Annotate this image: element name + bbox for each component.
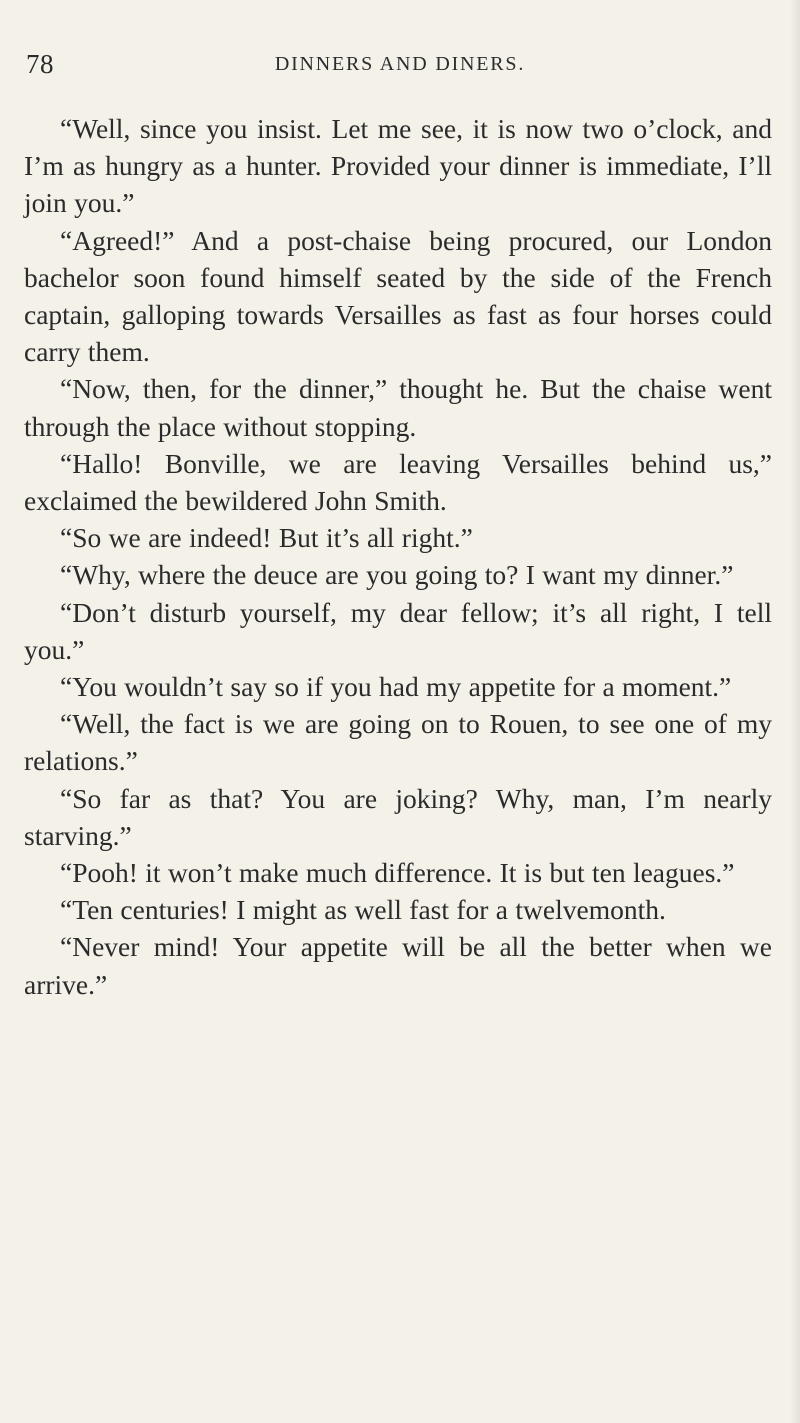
paragraph: “Well, the fact is we are going on to Rouen, to see one of my relations.” [24, 708, 772, 777]
page-edge-shadow [790, 0, 800, 1423]
paragraph: “Agreed!” And a post-chaise being procured, our London bachelor soon found himself seated by the side of the French captain, galloping towards Versailles as fast as four horses could carry them. [24, 224, 772, 368]
page-header [24, 46, 776, 82]
paragraph: “Ten centuries! I might as well fast for a twelvemonth. [60, 894, 666, 926]
paragraph: “Why, where the deuce are you going to? I want my dinner.” [60, 559, 734, 591]
paragraph: “Well, since you insist. Let me see, it is now two o’clock, and I’m as hungry as a hunter. Provided your dinner is immediate, I’ll join you.” [24, 113, 772, 219]
paragraph: “Hallo! Bonville, we are leaving Versailles behind us,” exclaimed the bewildered John Smith. [24, 447, 772, 517]
paragraph: “Never mind! Your appetite will be all the better when we arrive.” [24, 931, 772, 1000]
paragraph: “So we are indeed! But it’s all right.” [60, 522, 473, 554]
paragraph: “Pooh! it won’t make much difference. It is but ten leagues.” [60, 857, 735, 889]
page-number: 78 [26, 49, 54, 79]
body-text [24, 110, 772, 1003]
paragraph: “Now, then, for the dinner,” thought he. But the chaise went through the place without stopping. [24, 373, 772, 442]
paragraph: “Don’t disturb yourself, my dear fellow; it’s all right, I tell you.” [24, 596, 772, 665]
running-title: DINNERS AND DINERS. [274, 53, 526, 75]
paragraph: “So far as that? You are joking? Why, man, I’m nearly starving.” [24, 782, 772, 851]
paragraph: “You wouldn’t say so if you had my appetite for a moment.” [60, 671, 732, 703]
